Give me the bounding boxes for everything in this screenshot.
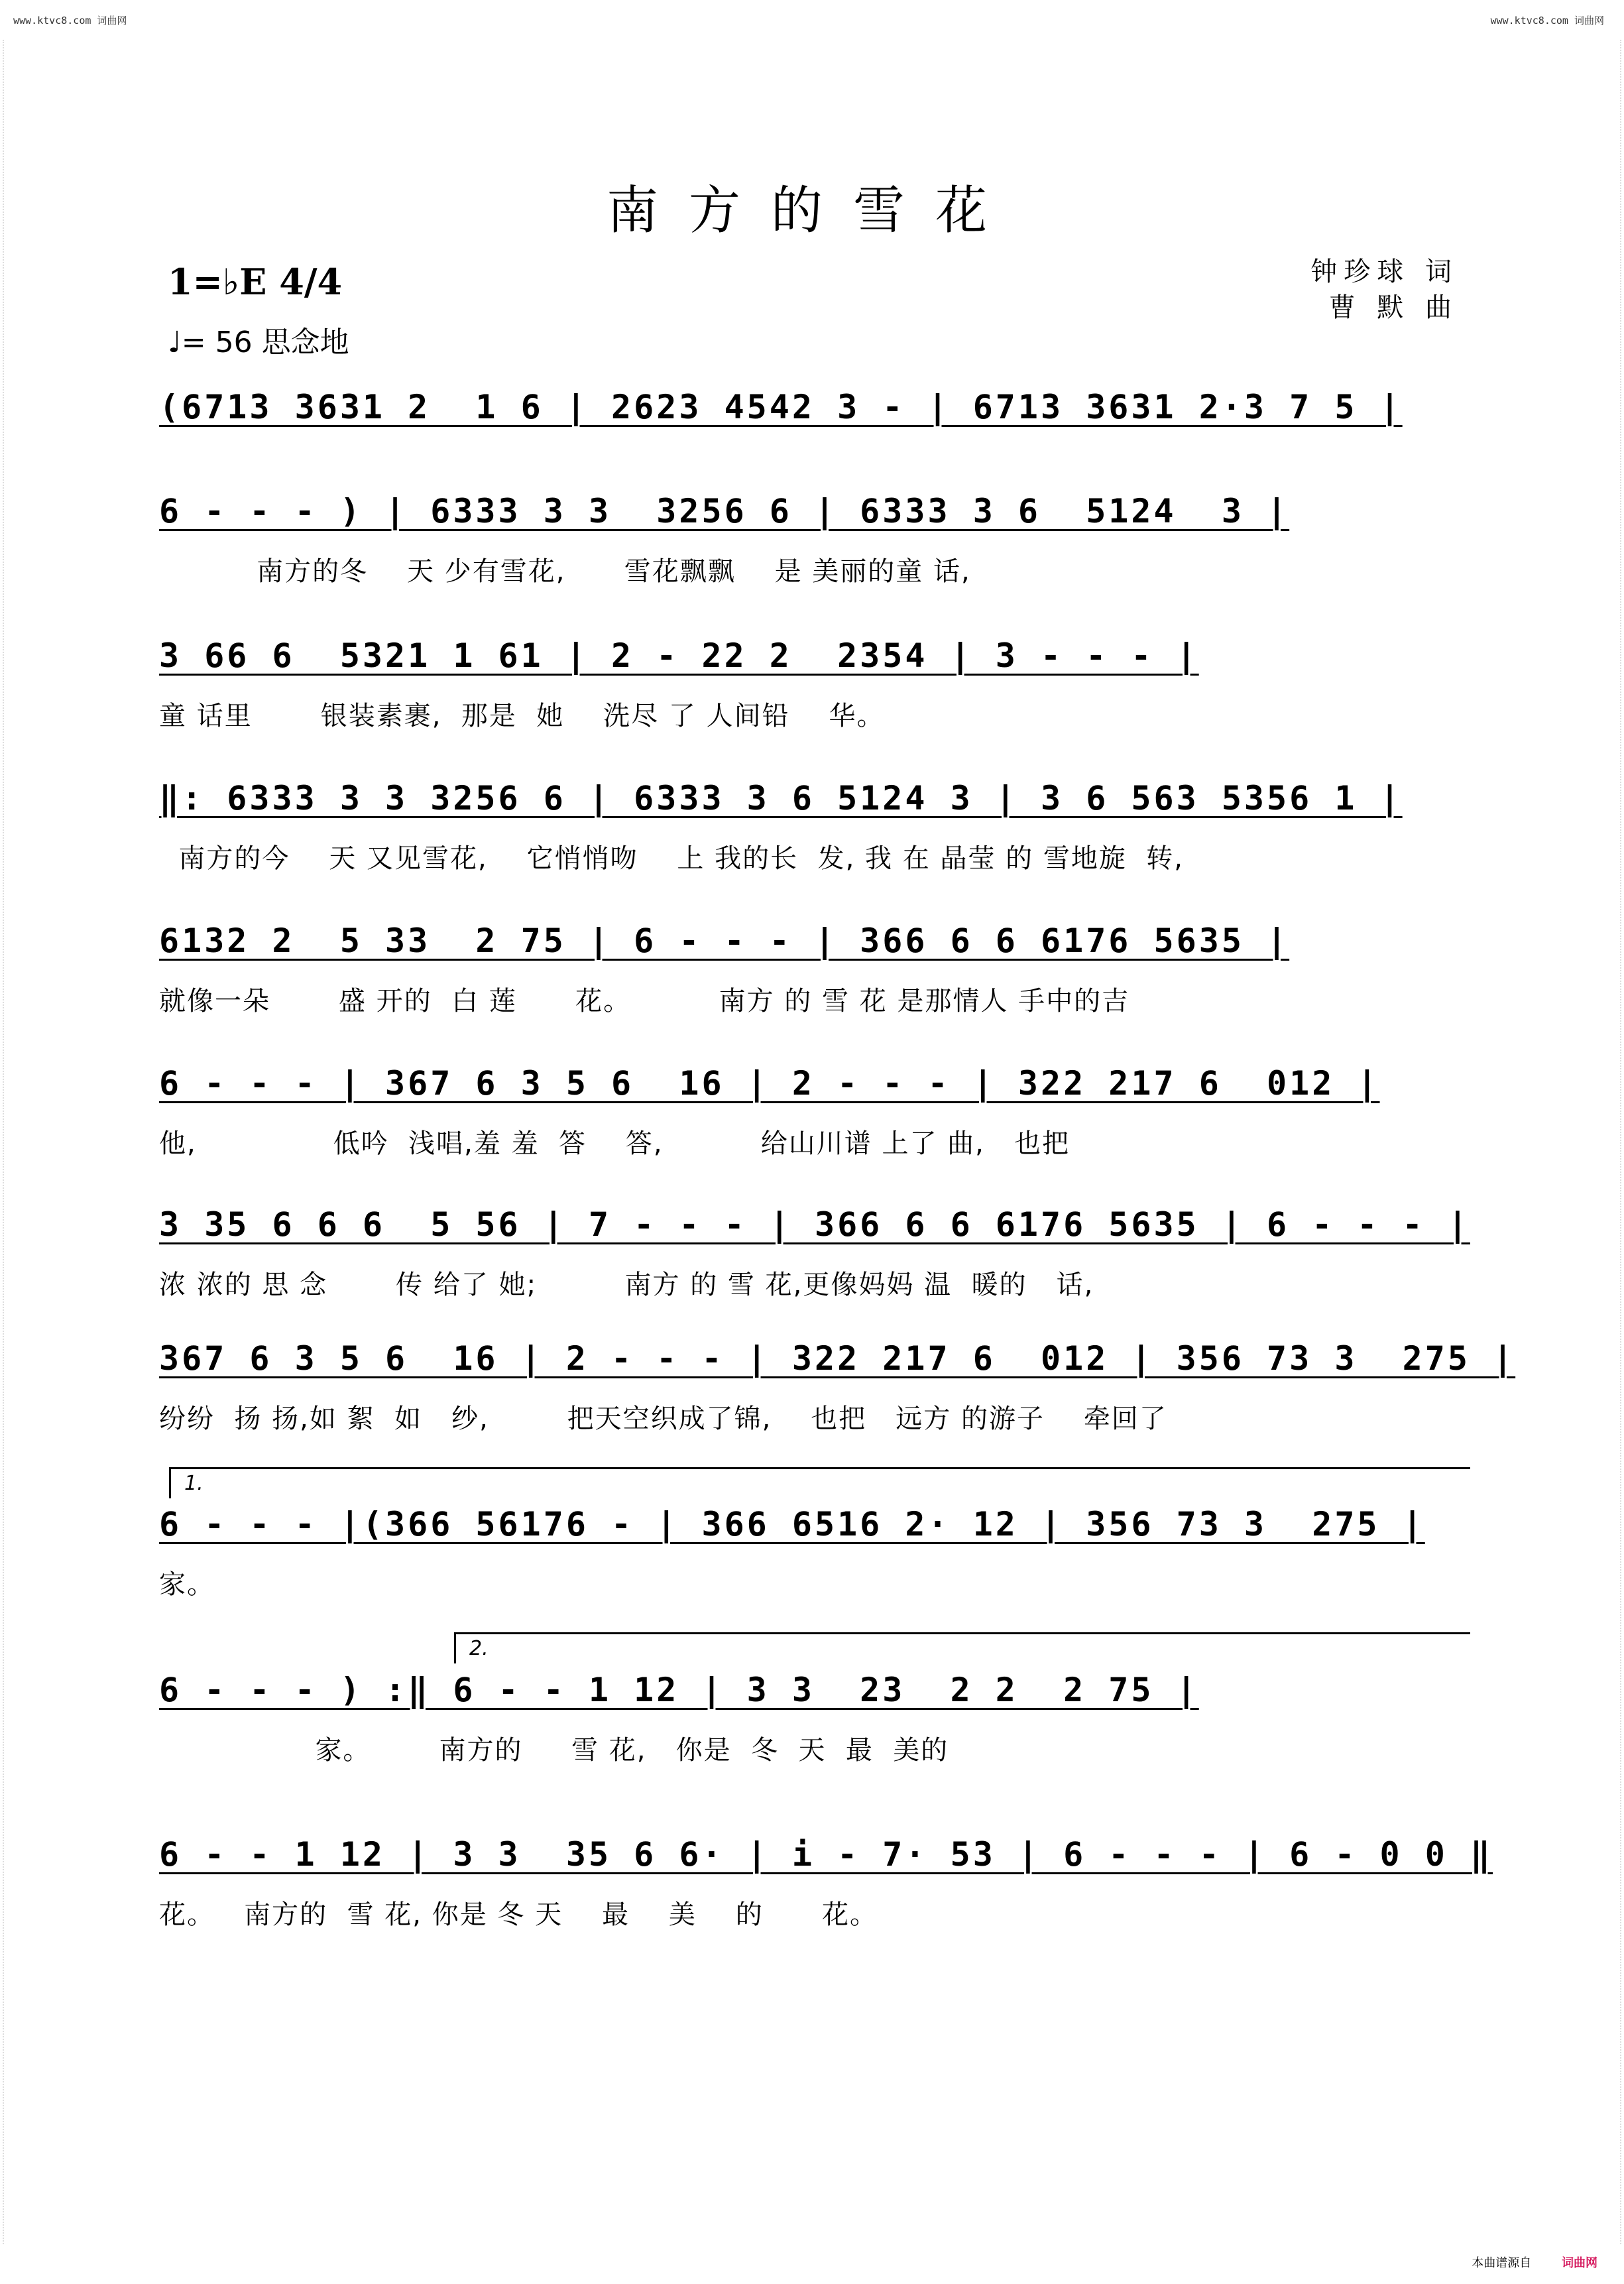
- notation: (6713 3631 2 1 6 | 2623 4542 3 - | 6713 3631 2·3 7 5 |: [159, 388, 1403, 426]
- lyric-line: 浓 浓的 思 念 传 给了 她; 南方 的 雪 花,更像妈妈 温 暖的 话,: [159, 1270, 1094, 1300]
- notation: 6 - - - ) :‖ 6 - - 1 12 | 3 3 23 2 2 2 75 |: [159, 1671, 1199, 1709]
- lyricist-credit: 钟珍球 词: [1310, 257, 1458, 287]
- lyric-line: 南方的冬 天 少有雪花, 雪花飘飘 是 美丽的童 话,: [159, 556, 971, 587]
- site-watermark-left: www.ktvc8.com 词曲网: [13, 15, 127, 27]
- footer-brand[interactable]: 词曲网: [1562, 2256, 1597, 2270]
- song-title: 南方的雪花: [606, 181, 1017, 241]
- key-signature: 1=♭E 4/4: [168, 261, 343, 303]
- lyric-line: 纷纷 扬 扬,如 絮 如 纱, 把天空织成了锦, 也把 远方 的游子 牵回了: [159, 1404, 1167, 1434]
- notation: 6 - - - |(366 56176 - | 366 6516 2· 12 | 356 73 3 275 |: [159, 1505, 1425, 1543]
- lyric-line: 他, 低吟 浅唱,羞 羞 答 答, 给山川谱 上了 曲, 也把: [159, 1128, 1071, 1159]
- footer: [1472, 2254, 1597, 2271]
- lyric-line: 南方的今 天 又见雪花, 它悄悄吻 上 我的长 发, 我 在 晶莹 的 雪地旋 转,: [159, 843, 1185, 874]
- first-ending-bracket: 1.: [169, 1467, 1470, 1498]
- notation: 6132 2 5 33 2 75 | 6 - - - | 366 6 6 6176 5635 |: [159, 922, 1290, 960]
- left-margin-decoration: [3, 40, 13, 2244]
- footer-source: 本曲谱源自: [1472, 2256, 1532, 2270]
- tempo-marking: ♩= 56 思念地: [168, 326, 349, 359]
- credits: [1310, 254, 1458, 326]
- notation: 6 - - 1 12 | 3 3 35 6 6· | i - 7· 53 | 6 - - - | 6 - 0 0 ‖: [159, 1835, 1493, 1874]
- lyric-line: 花。 南方的 雪 花, 你是 冬 天 最 美 的 花。: [159, 1899, 878, 1930]
- notation: 6 - - - | 367 6 3 5 6 16 | 2 - - - | 322 217 6 012 |: [159, 1064, 1380, 1103]
- notation: 3 35 6 6 6 5 56 | 7 - - - | 366 6 6 6176 5635 | 6 - - - |: [159, 1205, 1470, 1244]
- composer-credit: 曹 默 曲: [1328, 292, 1458, 323]
- right-margin-decoration: [1611, 40, 1621, 2244]
- lyric-line: 童 话里 银装素裹, 那是 她 洗尽 了 人间铅 华。: [159, 701, 885, 731]
- lyric-line: 就像一朵 盛 开的 白 莲 花。 南方 的 雪 花 是那情人 手中的吉: [159, 986, 1130, 1016]
- site-watermark-right: www.ktvc8.com 词曲网: [1490, 15, 1604, 27]
- notation: ‖: 6333 3 3 3256 6 | 6333 3 6 5124 3 | 3 6 563 5356 1 |: [159, 779, 1403, 817]
- notation: 6 - - - ) | 6333 3 3 3256 6 | 6333 3 6 5124 3 |: [159, 492, 1290, 530]
- notation: 3 66 6 5321 1 61 | 2 - 22 2 2354 | 3 - - - |: [159, 636, 1199, 675]
- second-ending-bracket: 2.: [454, 1632, 1470, 1663]
- lyric-line: 家。: [159, 1569, 215, 1600]
- lyric-line: 家。 南方的 雪 花, 你是 冬 天 最 美的: [159, 1735, 949, 1766]
- notation: 367 6 3 5 6 16 | 2 - - - | 322 217 6 012 | 356 73 3 275 |: [159, 1339, 1516, 1378]
